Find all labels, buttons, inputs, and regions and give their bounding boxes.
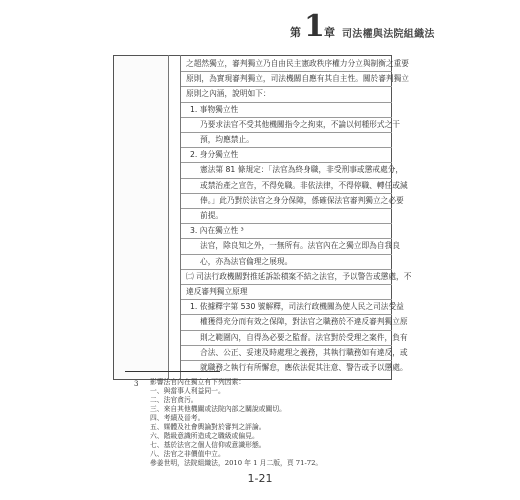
chapter-suffix: 章 — [324, 26, 335, 39]
chapter-title: 司法權與法院組織法 — [342, 29, 435, 40]
body-line: 憲法第 81 條規定：「法官為終身職，非受刑事或懲戒處分， — [200, 165, 404, 175]
row-divider — [181, 193, 392, 194]
body-line: 權獲得充分而有效之保障，對法官之職務於不違反審判獨立原 — [200, 317, 408, 327]
body-line: 之超然獨立，審判獨立乃自由民主憲政秩序權力分立與制衡之重要 — [186, 59, 409, 68]
body-line: 合法、公正、妥速及時處理之義務，其執行職務如有違反，或 — [200, 347, 408, 357]
row-divider — [181, 269, 392, 270]
body-line: 原則之內涵，說明如下： — [186, 89, 271, 99]
body-line: 預，均應禁止。 — [200, 135, 254, 144]
list-heading: 3. 內在獨立性 ³ — [190, 226, 244, 236]
footnote-number: 3 — [134, 380, 139, 388]
footnote-line: 三、來自其他機關或法院內部之關說或關切。 — [150, 405, 286, 413]
row-divider — [181, 102, 392, 103]
row-divider — [181, 345, 392, 346]
page-number: 1-21 — [247, 472, 273, 485]
row-divider — [181, 330, 392, 331]
row-divider — [181, 223, 392, 224]
body-line: 原則，為實現審判獨立，司法機關自應有其自主性。關於審判獨立 — [186, 74, 409, 84]
footnote-line: 一、與當事人利益同一。 — [150, 387, 225, 395]
body-line: 或禁治產之宣告，不得免職。非依法律，不得停職、轉任或減 — [200, 180, 408, 190]
list-heading: 1. 事物獨立性 — [190, 104, 239, 114]
row-divider — [181, 86, 392, 87]
footnote-line: 二、法官貪污。 — [150, 396, 198, 404]
footnote-line: 四、考績及晉考。 — [150, 414, 205, 422]
body-line: 心，亦為法官倫理之展現。 — [200, 256, 293, 266]
footnote-line: 五、媒體及社會輿論對於審判之評論。 — [150, 423, 266, 431]
body-line: 就職務之執行有所懈怠，應依法促其注意、警告或予以懲處。 — [200, 363, 408, 372]
row-divider — [181, 284, 392, 285]
row-divider — [181, 299, 392, 300]
footnote-line: 六、階級意識所造成之職級或偏見。 — [150, 432, 259, 440]
row-divider — [181, 254, 392, 255]
table-margin-column-full — [113, 55, 169, 380]
row-divider — [181, 117, 392, 118]
row-divider — [181, 208, 392, 209]
row-divider — [181, 314, 392, 315]
row-divider — [181, 71, 392, 72]
body-line: 前提。 — [200, 211, 224, 220]
body-line: 俸。」此乃對於法官之身分保障，係確保法官審判獨立之必要 — [200, 195, 404, 205]
body-line: 違反審判獨立原理 — [186, 287, 248, 296]
row-divider — [181, 360, 392, 361]
section-heading: ㈡ 司法行政機關對推延訴訟積案不結之法官，予以警告或懲處，不 — [186, 271, 412, 281]
footnote-line: 參姜世明，法院組織法，2010 年 1 月二版，頁 71-72。 — [150, 459, 323, 467]
footnote-line: 七、基於法官之個人信仰或意識形態。 — [150, 441, 266, 449]
body-line: 法官，除良知之外，一無所有。法官內在之獨立即為自我良 — [200, 241, 400, 251]
chapter-number: 1 — [304, 9, 325, 44]
list-heading: 2. 身分獨立性 — [190, 150, 239, 160]
footnote-line: 影響法官內在獨立有下列因素： — [150, 378, 246, 386]
list-heading: 1. 依據釋字第 530 號解釋，司法行政機關為使人民之司法受益 — [190, 302, 404, 312]
running-header — [290, 9, 490, 46]
chapter-prefix: 第 — [290, 26, 301, 39]
row-divider — [181, 162, 392, 163]
body-line: 乃要求法官不受其他機關指令之拘束，不論以何種形式之干 — [200, 119, 400, 129]
row-divider — [181, 132, 392, 133]
table-indent-column-full — [169, 55, 181, 380]
body-line: 則之範圍內，自得為必要之監督。法官對於受理之案件，負有 — [200, 332, 408, 342]
footnote-line: 八、法官之非價值中立。 — [150, 450, 225, 458]
row-divider — [181, 178, 392, 179]
row-divider — [181, 238, 392, 239]
row-divider — [181, 147, 392, 148]
